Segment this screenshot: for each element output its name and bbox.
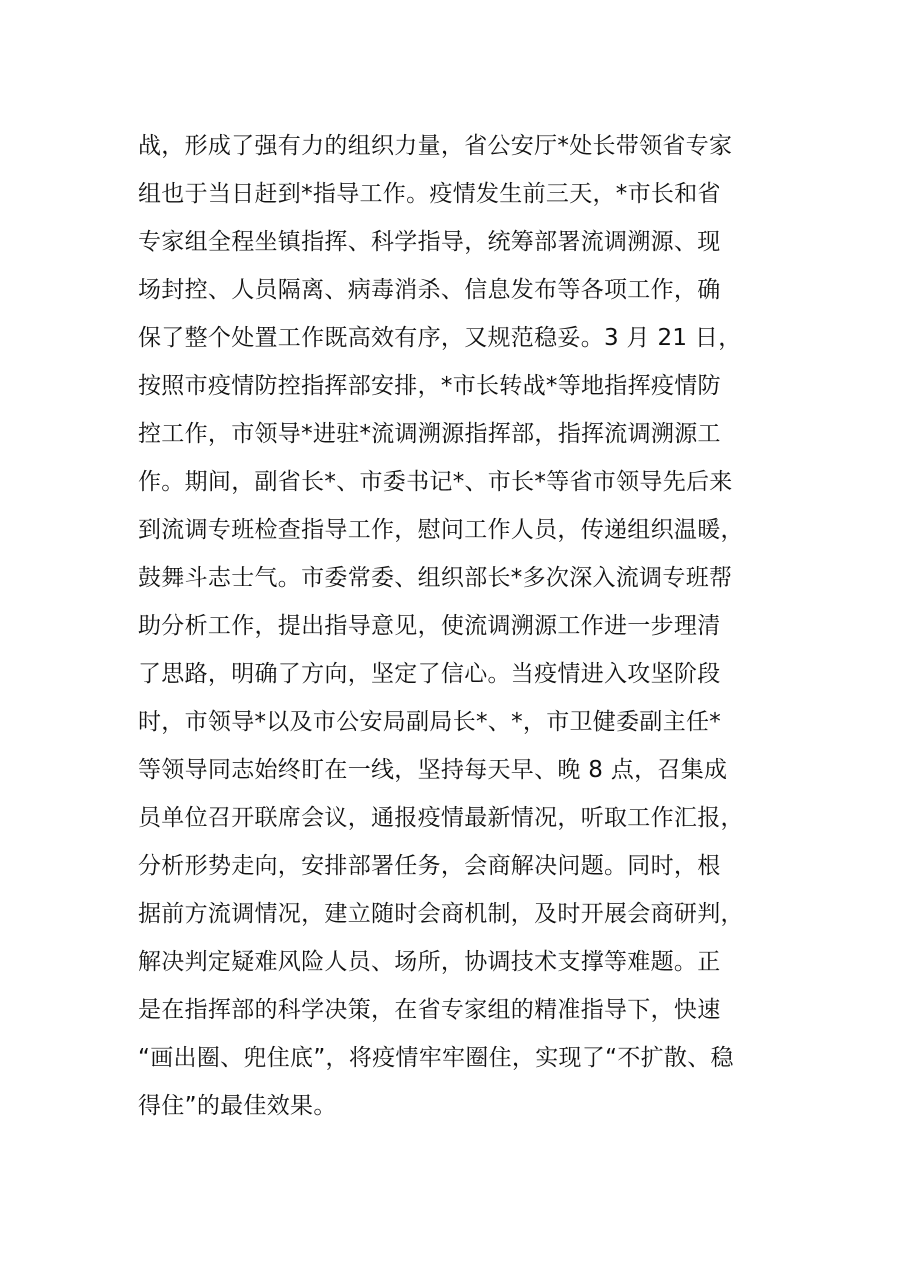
text-line: 据前方流调情况，建立随时会商机制，及时开展会商研判， <box>138 901 744 927</box>
text-line: 时，市领导*以及市公安局副局长*、*，市卫健委副主任* <box>138 709 722 735</box>
text-line: 了思路，明确了方向，坚定了信心。当疫情进入攻坚阶段 <box>138 661 721 687</box>
text-line: 组也于当日赶到*指导工作。疫情发生前三天，*市长和省 <box>138 181 721 207</box>
text-line: 保了整个处置工作既高效有序，又规范稳妥。3 月 21 日， <box>138 325 742 351</box>
text-line: 专家组全程坐镇指挥、科学指导，统筹部署流调溯源、现 <box>138 229 721 255</box>
text-line: 场封控、人员隔离、病毒消杀、信息发布等各项工作，确 <box>138 277 721 303</box>
text-line: 是在指挥部的科学决策，在省专家组的精准指导下，快速 <box>138 997 721 1023</box>
text-line: 控工作，市领导*进驻*流调溯源指挥部，指挥流调溯源工 <box>138 421 721 447</box>
text-line: 到流调专班检查指导工作，慰问工作人员，传递组织温暖， <box>138 517 744 543</box>
text-line: 鼓舞斗志士气。市委常委、组织部长*多次深入流调专班帮 <box>138 565 733 591</box>
text-line: “画出圈、兜住底”，将疫情牢牢圈住，实现了“不扩散、稳 <box>138 1045 734 1071</box>
text-line: 按照市疫情防控指挥部安排，*市长转战*等地指挥疫情防 <box>138 373 721 399</box>
text-line: 解决判定疑难风险人员、场所，协调技术支撑等难题。正 <box>138 949 721 975</box>
body-paragraph <box>138 122 778 1130</box>
text-line: 得住”的最佳效果。 <box>138 1093 337 1119</box>
text-line: 助分析工作，提出指导意见，使流调溯源工作进一步理清 <box>138 613 721 639</box>
text-line: 等领导同志始终盯在一线，坚持每天早、晚 8 点，召集成 <box>138 757 728 783</box>
text-line: 作。期间，副省长*、市委书记*、市长*等省市领导先后来 <box>138 469 733 495</box>
text-line: 分析形势走向，安排部署任务，会商解决问题。同时，根 <box>138 853 721 879</box>
text-line: 员单位召开联席会议，通报疫情最新情况，听取工作汇报， <box>138 805 744 831</box>
text-line: 战，形成了强有力的组织力量，省公安厅*处长带领省专家 <box>138 133 733 159</box>
